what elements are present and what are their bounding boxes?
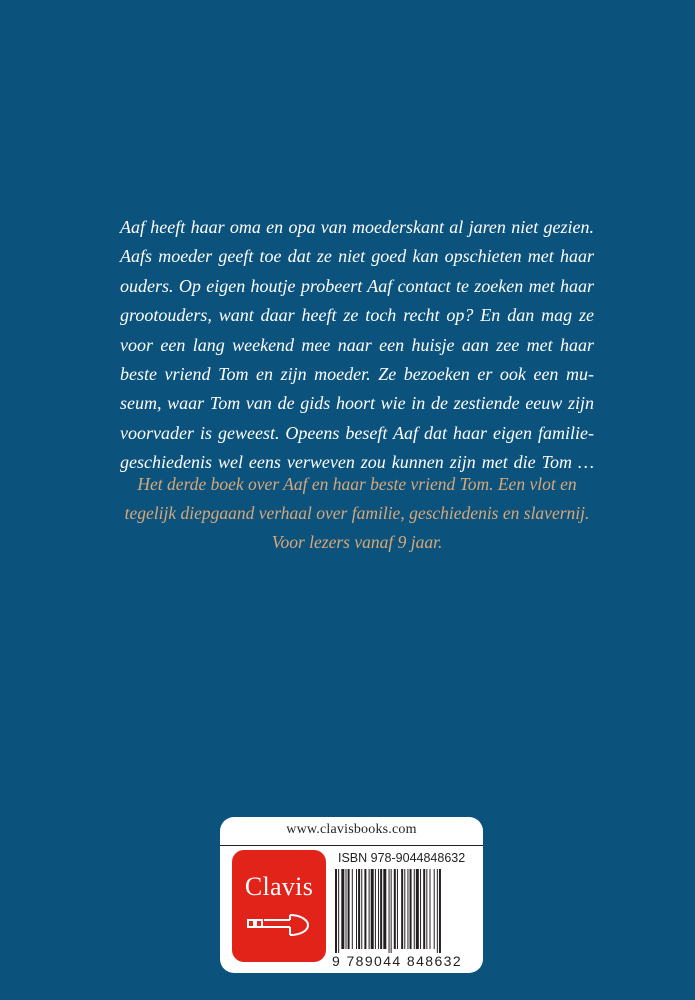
barcode-bar — [338, 869, 339, 953]
blurb-line: ouders. Op eigen houtje probeert Aaf contact te zoeken met haar — [120, 275, 594, 296]
barcode-bar — [346, 869, 347, 949]
barcode-bar — [335, 869, 337, 953]
barcode-bar — [361, 869, 362, 949]
barcode-bar — [397, 869, 398, 949]
barcode-bar — [423, 869, 425, 949]
logo-wordmark: Clavis — [244, 872, 314, 901]
barcode-bar — [434, 869, 435, 949]
barcode-bar — [371, 869, 374, 949]
publisher-label — [220, 817, 483, 973]
barcode-bar — [404, 869, 405, 949]
blurb-line: beste vriend Tom en zijn moeder. Ze bezoeken er ook een mu- — [120, 364, 594, 385]
tagline-text — [120, 470, 594, 557]
barcode-bar — [358, 869, 360, 949]
barcode-bar — [364, 869, 366, 949]
barcode-bar — [414, 869, 415, 949]
blurb-line: geschiedenis wel eens verweven zou kunnen zijn met die Tom … — [120, 452, 594, 473]
barcode-bar — [375, 869, 376, 949]
isbn-text: ISBN 978-9044848632 — [338, 851, 466, 865]
barcode-bar — [378, 869, 379, 949]
blurb-line: seum, waar Tom van de gids hoort wie in de zestiende eeuw zijn — [120, 393, 594, 414]
blurb-line: grootouders, want daar heeft ze toch recht op? En dan mag ze — [120, 305, 594, 326]
barcode-bar — [426, 869, 427, 949]
barcode-bar — [348, 869, 350, 949]
barcode-bar — [437, 869, 438, 953]
barcode-bar — [420, 869, 421, 949]
barcode-bar — [391, 869, 392, 953]
blurb-text — [120, 213, 594, 478]
tagline-line: Voor lezers vanaf 9 jaar. — [271, 532, 443, 552]
clavis-logo — [232, 850, 326, 962]
barcode-digits: 9 789044 848632 — [332, 953, 462, 969]
tagline-line: Het derde boek over Aaf en haar beste vriend Tom. Een vlot en — [137, 474, 577, 494]
barcode-bar — [416, 869, 419, 949]
barcode-bar — [341, 869, 344, 949]
barcode-bar — [410, 869, 412, 949]
barcode-bar — [380, 869, 382, 949]
barcode-bar — [389, 869, 390, 953]
blurb-line: Aaf heeft haar oma en opa van moederskant al jaren niet gezien. — [120, 217, 594, 237]
barcode-bar — [352, 869, 353, 949]
barcode-bar — [401, 869, 403, 949]
barcode-bar — [407, 869, 408, 949]
label-divider — [220, 845, 483, 846]
barcode-bar — [394, 869, 396, 949]
barcode-bar — [356, 869, 357, 949]
key-icon — [246, 912, 312, 938]
publisher-url: www.clavisbooks.com — [286, 822, 417, 837]
barcode-bar — [430, 869, 431, 949]
blurb-line: Aafs moeder geeft toe dat ze niet goed kan opschieten met haar — [120, 246, 594, 267]
tagline-line: tegelijk diepgaand verhaal over familie, geschiedenis en slavernij. — [124, 503, 590, 523]
blurb-line: voorvader is geweest. Opeens beseft Aaf dat haar eigen familie- — [120, 422, 594, 443]
barcode-bar — [369, 869, 370, 949]
barcode-bar — [383, 869, 386, 949]
barcode — [333, 869, 477, 953]
barcode-bar — [439, 869, 441, 953]
blurb-line: voor een lang weekend mee naar een huisje aan zee met haar — [120, 334, 594, 355]
